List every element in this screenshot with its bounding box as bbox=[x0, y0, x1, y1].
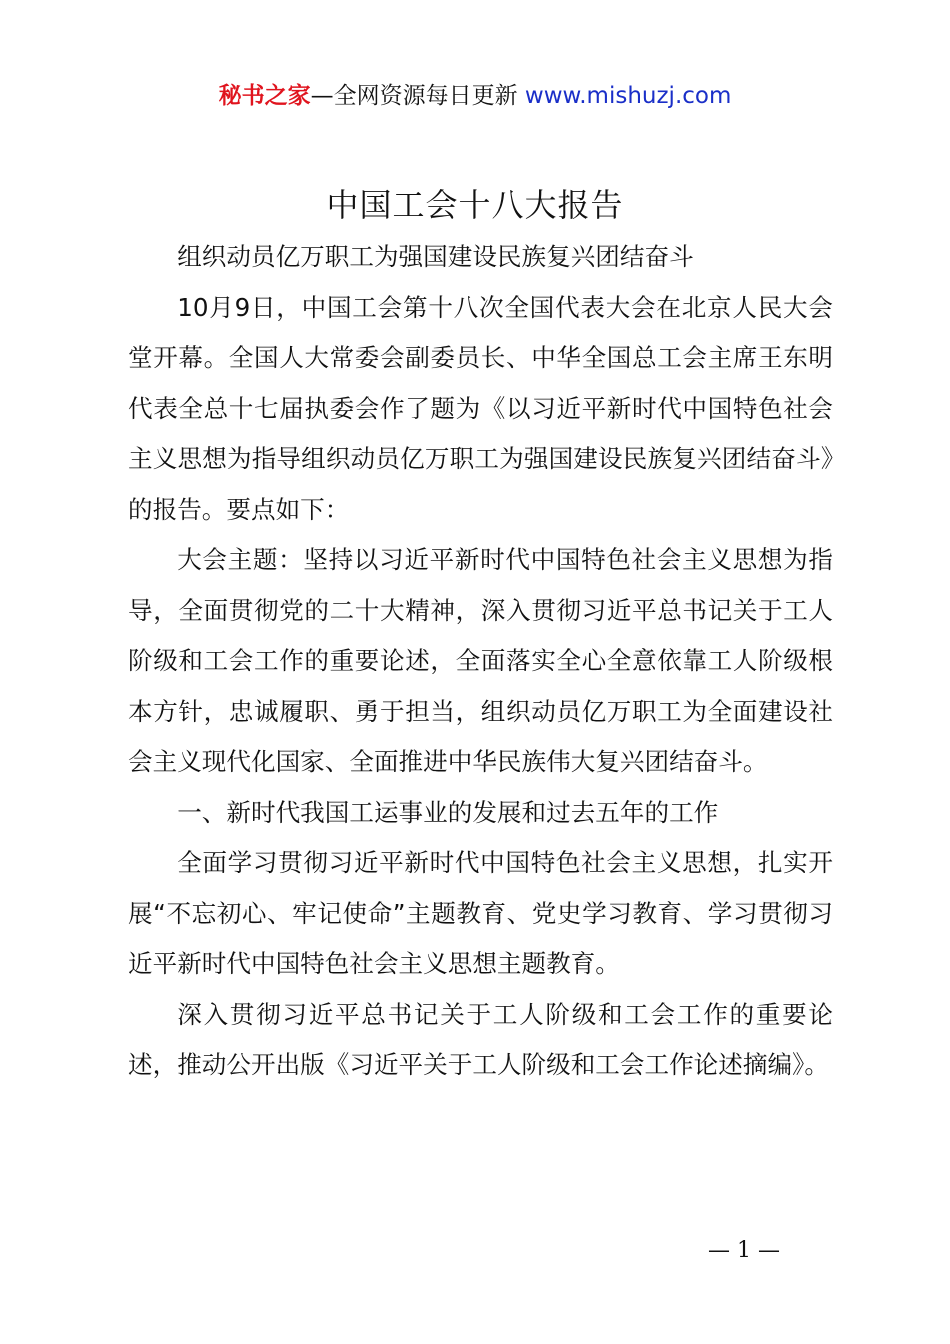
section-heading: 一、新时代我国工运事业的发展和过去五年的工作 bbox=[177, 797, 719, 827]
header-slogan: —全网资源每日更新 bbox=[310, 83, 525, 109]
body-paragraph: 10月9日，中国工会第十八次全国代表大会在北京人民大会堂开幕。全国人大常委会副委员长、中华全国总工会主席王东明代表全总十七届执委会作了题为《以习近平新时代中国特色社会主义思想为指导组织动员亿万职工为强国建设民族复兴团结奋斗》的报告。要点如下： bbox=[128, 292, 833, 524]
watermark-header bbox=[0, 80, 950, 112]
body-paragraph: 大会主题：坚持以习近平新时代中国特色社会主义思想为指导，全面贯彻党的二十大精神，深入贯彻习近平总书记关于工人阶级和工会工作的重要论述，全面落实全心全意依靠工人阶级根本方针，忠诚履职、勇于担当，组织动员亿万职工为全面建设社会主义现代化国家、全面推进中华民族伟大复兴团结奋斗。 bbox=[128, 545, 833, 776]
brand-name: 秘书之家 bbox=[218, 83, 311, 109]
body-paragraph: 深入贯彻习近平总书记关于工人阶级和工会工作的重要论述，推动公开出版《习近平关于工人阶级和工会工作论述摘编》。 bbox=[128, 999, 833, 1079]
page-number: — 1 — bbox=[708, 1238, 780, 1263]
header-url[interactable]: www.mishuzj.com bbox=[524, 83, 732, 109]
document-title: 中国工会十八大报告 bbox=[326, 186, 624, 224]
subtitle-paragraph: 组织动员亿万职工为强国建设民族复兴团结奋斗 bbox=[177, 242, 694, 271]
body-paragraph: 全面学习贯彻习近平新时代中国特色社会主义思想，扎实开展“不忘初心、牢记使命”主题教育、党史学习教育、学习贯彻习近平新时代中国特色社会主义思想主题教育。 bbox=[128, 848, 833, 978]
document-body bbox=[128, 232, 833, 1091]
